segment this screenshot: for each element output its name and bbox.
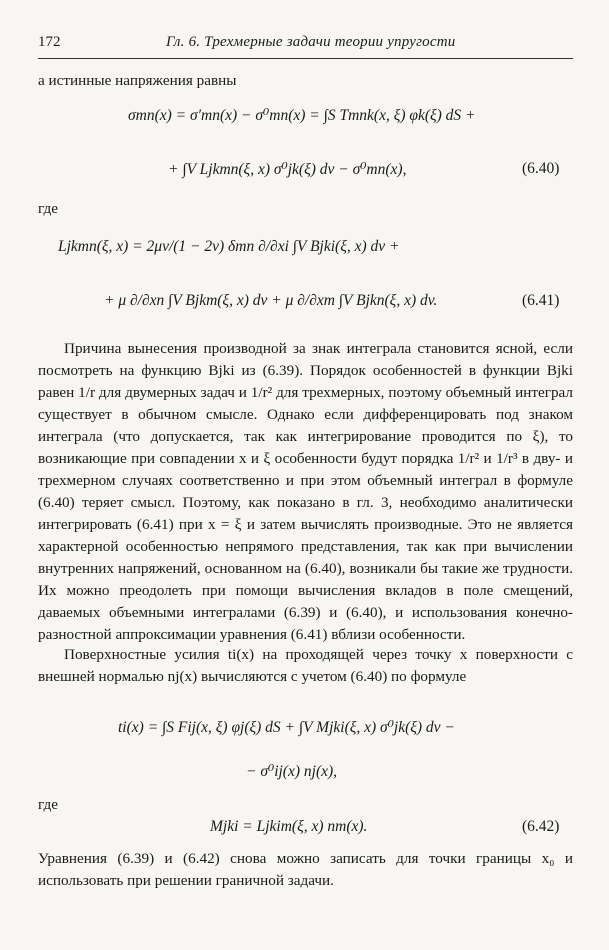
equation-number-6-42: (6.42) <box>522 818 560 835</box>
paragraph-surface-tractions: Поверхностные усилия ti(x) на проходящей через точку x поверхности с внешней нормалью nj(x) вычисляются с учетом (6.40) по формуле <box>38 646 573 685</box>
equation-6-42: Mjki = Ljkim(ξ, x) nm(x). <box>210 818 368 835</box>
equation-6-41-line-1: Ljkmn(ξ, x) = 2μν/(1 − 2ν) δmn ∂/∂xi ∫V Bjki(ξ, x) dv + <box>58 238 400 255</box>
header-rule <box>38 58 573 59</box>
equation-traction-line-1: ti(x) = ∫S Fij(x, ξ) φj(ξ) dS + ∫V Mjki(ξ, x) σ⁰jk(ξ) dv − <box>118 719 455 736</box>
equation-traction-line-2: − σ⁰ij(x) nj(x), <box>246 763 338 780</box>
paragraph-boundary-point: Уравнения (6.39) и (6.42) снова можно записать для точки границы x₀ и использовать при решении граничной задачи. <box>38 850 573 889</box>
where-label-2: где <box>38 796 58 813</box>
equation-6-40-line-2: + ∫V Ljkmn(ξ, x) σ⁰jk(ξ) dv − σ⁰mn(x), <box>168 161 407 178</box>
paragraph-singularity: Причина вынесения производной за знак интеграла становится ясной, если посмотреть на функцию Bjki из (6.39). Порядок особенностей в функции Bjki равен 1/r для двумерных задач и 1/r² для трехмерных, поэтому объемный интеграл существует в обычном смысле. Однако если дифференцировать под знаком интеграла (что допускается, так как интегрирование проводится по ξ), то возникающие при совпадении x и ξ особенности будут порядка 1/r² и 1/r³ в дву- и трехмерном случаях соответственно и при этом объемный интеграл в формуле (6.40) теряет смысл. Поэтому, как показано в гл. 3, необходимо аналитически интегрировать (6.41) при x = ξ и затем вычислять производные. Это не является характерной особенностью непрямого представления, так как при вычислении внутренних напряжений, основанном на (6.40), возникали бы такие же трудности. Их можно преодолеть при помощи вычисления вкладов в поле смещений, даваемых объемными интегралами (6.39) и (6.40), и использования конечно-разностной аппроксимации уравнения (6.41) вблизи особенности. <box>38 340 573 643</box>
where-label-1: где <box>38 200 58 217</box>
equation-number-6-41: (6.41) <box>522 292 560 309</box>
equation-6-40-line-1: σmn(x) = σ′mn(x) − σ⁰mn(x) = ∫S Tmnk(x, ξ) φk(ξ) dS + <box>128 107 476 124</box>
page-header <box>38 34 573 56</box>
running-title: Гл. 6. Трехмерные задачи теории упругости <box>166 34 456 50</box>
equation-6-41-line-2: + μ ∂/∂xn ∫V Bjkm(ξ, x) dv + μ ∂/∂xm ∫V Bjkn(ξ, x) dv. <box>104 292 438 309</box>
equation-number-6-40: (6.40) <box>522 160 560 177</box>
intro-text: а истинные напряжения равны <box>38 72 237 89</box>
page-number: 172 <box>38 34 61 50</box>
